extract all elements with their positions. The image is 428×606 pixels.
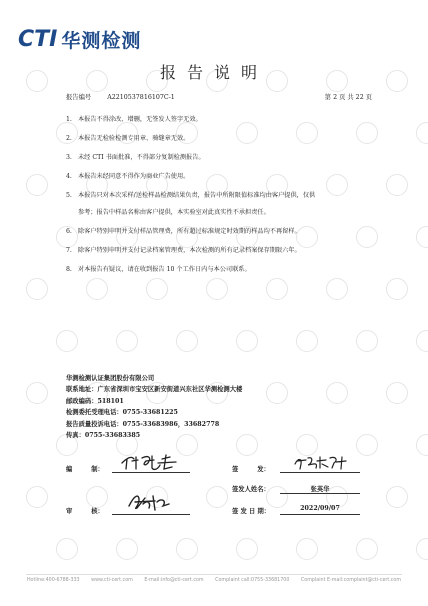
notice-number: 3. — [66, 154, 72, 161]
company-fax: 传真：0755-33683385 — [66, 432, 141, 440]
company-phone: 检测委托受理电话：0755-33681225 — [66, 409, 178, 417]
notice-text: 除客户特别申明并支付样品管理费，所有超过标准规定时效期的样品均不再留样。 — [78, 228, 301, 235]
notice-text: 本报告未经同意不得作为商业广告使用。 — [78, 173, 190, 180]
footer-complaint-call: Complaint call:0755-33681700 — [215, 578, 290, 583]
notice-text-continued: 参考；报告中样品名称由客户提供，本实验室对此真实性不承担责任。 — [78, 209, 270, 216]
issue-date-label: 签 发 日 期： — [232, 508, 271, 515]
reviewer-label: 审 核： — [66, 508, 104, 515]
page-info: 第 2 页 共 22 页 — [324, 94, 372, 101]
issue-date-line — [280, 514, 360, 515]
footer-divider — [26, 574, 402, 575]
company-complaint-phone: 报告质量投诉电话：0755-33683986，33682778 — [66, 420, 220, 428]
notice-number: 1. — [66, 116, 72, 123]
company-postcode: 邮政编码：518101 — [66, 397, 124, 405]
page-title: 报告说明 — [159, 63, 268, 82]
footer-email: E-mail:info@cti-cert.com — [144, 578, 204, 583]
issuer-label: 签 发： — [232, 466, 270, 473]
reviewer-line — [112, 514, 190, 515]
notice-text: 未经 CTI 书面批准，不得部分复制检测报告。 — [78, 154, 205, 161]
issuer-signature — [292, 452, 350, 472]
logo-cti-text: CTI — [18, 26, 58, 52]
compiler-signature — [118, 451, 180, 473]
notice-text: 本报告无检验检测专用章、骑缝章无效。 — [78, 135, 190, 142]
issuer-name-line — [280, 493, 360, 494]
report-number-label: 报告编号 — [66, 94, 92, 101]
notice-number: 4. — [66, 173, 72, 180]
compiler-label: 编 制： — [66, 466, 104, 473]
footer-hotline: Hotline:400-6788-333 — [26, 578, 80, 583]
footer-complaint-email: Complaint E-mail:complaint@cti-cert.com — [300, 578, 402, 583]
issuer-name: 张英华 — [310, 486, 330, 493]
report-number-value: A2210537816107C-1 — [107, 94, 175, 101]
footer-website: www.cti-cert.com — [91, 578, 133, 583]
notice-number: 5. — [66, 192, 72, 199]
notice-number: 7. — [66, 247, 72, 254]
company-name: 华测检测认证集团股份有限公司 — [66, 375, 155, 382]
reviewer-signature — [125, 490, 173, 514]
notice-text: 对本报告有疑议，请在收到报告 10 个工作日内与本公司联系。 — [78, 266, 251, 273]
notice-number: 8. — [66, 266, 72, 273]
notice-number: 6. — [66, 228, 72, 235]
notice-number: 2. — [66, 135, 72, 142]
logo-chinese-text: 华测检测 — [61, 29, 142, 52]
company-address: 联系地址：广东省深圳市宝安区新安街道兴东社区华测检测大楼 — [66, 386, 243, 394]
notice-text: 除客户特别申明并支付记录档案管理费，本次检测的所有记录档案保存期限六年。 — [78, 247, 301, 254]
notice-text: 本报告不得涂改、增删，无签发人签字无效。 — [78, 116, 202, 123]
issuer-name-label: 签发人姓名： — [232, 486, 270, 493]
issuer-line — [280, 472, 360, 473]
issue-date: 2022/09/07 — [300, 505, 340, 512]
notice-text: 本报告只对本次采样/送检样品检测结果负责，报告中所附限值标准均由客户提供，仅供 — [78, 192, 316, 199]
page-footer — [0, 578, 428, 590]
